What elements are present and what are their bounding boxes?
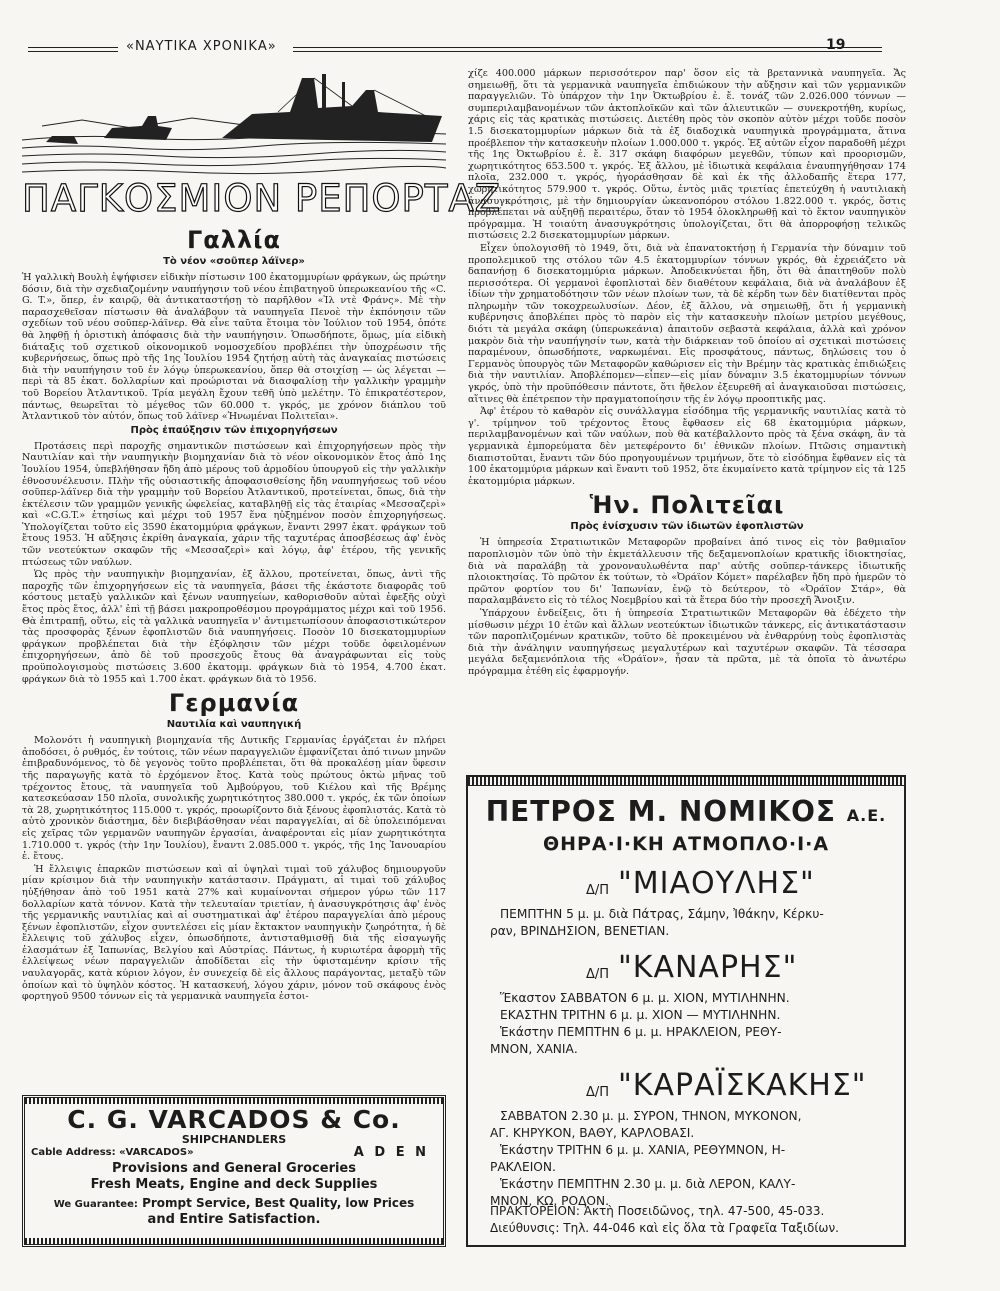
varcados-guarantee-label: We Guarantee: (53, 1199, 138, 1210)
varcados-supplies: Fresh Meats, Engine and deck Supplies (90, 1177, 378, 1192)
ship-schedule-line: Ἑκάστην ΠΕΜΠΤΗΝ 2.30 μ. μ. διὰ ΛΕΡΟΝ, ΚΑΛΥ- (500, 1177, 796, 1191)
agency-office: ΠΡΑΚΤΟΡΕΙΟΝ: Ἀκτὴ Ποσειδῶνος, τηλ. 47-500, 45-033. (490, 1204, 825, 1218)
ship-name: "ΜΙΑΟΥΛΗΣ" (618, 866, 815, 901)
head-rule-left (28, 47, 118, 52)
ship-name: "ΚΑΝΑΡΗΣ" (618, 950, 798, 985)
subheading-shipping: Ναυτιλία καὶ ναυπηγική (166, 719, 302, 731)
ship-header (490, 866, 890, 906)
germany-continued-paragraph: Εἶχεν ὑπολογισθῆ τὸ 1949, ὅτι, διὰ νὰ ἐπανατοκτήσῃ ἡ Γερμανία τὴν δύναμιν τοῦ προπολεμικοῦ της στόλου τῶν 4.5 ἑκατομμυρίων τόννων γκρός, θὰ ἐχρειάζετο νὰ δαπανήσῃ 6 δισεκατομμύρια μάρκων. Ἀποδεικνύεται ἤδη, ὅτι θὰ ἀπαιτηθοῦν πολὺ περισσότερα. Οἱ γερμανοὶ ἐφοπλισταὶ δὲν διαθέτουν κεφάλαια, διὰ νὰ ἀναλάβουν ἐξ ἰδίων τὴν χρηματοδότησιν τῶν νέων πλοίων των, τὰ δὲ κέρδη των δὲν διατίθενται πρὸς πληρωμὴν τῶν τοκοχρεωλυσίων. Δέον, ἐξ ἄλλου, νὰ σημειωθῇ, ὅτι ἡ γερμανικὴ κυβέρνησις ἀποβλέπει πρὸς τὸ παρὸν εἰς τὴν κατασκευὴν πλοίων μετρίου μεγέθους, διότι τὰ μεγάλα σκάφη (ὑπερωκεάνια) ἀπαιτοῦν σεβαστὰ κεφάλαια, ἀλλὰ καὶ χρόνον μακρὸν διὰ τὴν ναυπήγησίν των, κατὰ τὴν διάρκειαν τοῦ ὁποίου αἱ σχετικαὶ πιστώσεις παραμένουν, ὁπωσδήποτε, ναρκωμέναι. Εἰς προσφάτους, πάντως, δηλώσεις του ὁ Γερμανὸς ὑπουργὸς τῶν Μεταφορῶν καθώρισεν εἰς τὴν Βρέμην τὰς κρατικὰς ἐπιδιώξεις διὰ τὴν ναυτιλίαν. Ἀποβλέπομεν—εἶπεν—εἰς μίαν δύναμιν 3.5 ἑκατομμυρίων τόννων γκρός, ὑπὸ τὴν προϋπόθεσιν πάντοτε, ὅτι ἤθελον ἐξευρεθῆ αἱ ἀναγκαιοῦσαι πιστώσεις, αἵτινες θὰ ἐπέτρεπον τὴν πραγματοποίησιν τῆς ἐν λόγῳ προοπτικῆς μας. (468, 242, 906, 405)
ship-karaiskakis (468, 1068, 904, 1210)
nomikos-agency (490, 1203, 892, 1237)
ship-schedule-line: ΣΑΒΒΑΤΟΝ 2.30 μ. μ. ΣΥΡΟΝ, ΤΗΝΟΝ, ΜΥΚΟΝΟΝ, (500, 1109, 802, 1123)
ship-schedule-line: Ἑκάστην ΤΡΙΤΗΝ 6 μ. μ. ΧΑΝΙΑ, ΡΕΘΥΜΝΟΝ, Η- (500, 1143, 786, 1157)
ship-schedule-line: Ἑκάστην ΠΕΜΠΤΗΝ 6 μ. μ. ΗΡΑΚΛΕΙΟΝ, ΡΕΘΥ- (500, 1025, 782, 1039)
subheading-subsidies: Πρὸς ἐπαύξησιν τῶν ἐπιχορηγήσεων (130, 424, 338, 436)
germany-paragraph: Ἡ ἔλλειψις ἐπαρκῶν πιστώσεων καὶ αἱ ὑψηλαὶ τιμαὶ τοῦ χάλυβος δημιουργοῦν μίαν κρίσιμον διὰ τὴν ναυπηγικὴν κατάστασιν. Πράγματι, αἱ τιμαὶ τοῦ χάλυβος ηὐξήθησαν ἀπὸ τοῦ 1951 κατὰ 27% καὶ κυμαίνονται σήμερον γύρω τῶν 117 δολλαρίων κατὰ τόννον. Κατὰ τὴν τελευταίαν τριετίαν, ἡ ἀνασυγκρότησις ἀφ' ἑνὸς τῆς γερμανικῆς ναυτιλίας καὶ αἱ συστηματικαὶ ἀφ' ἑτέρου παραγγελίαι ἀπὸ μέρους ξένων ἐφοπλιστῶν, εἶχον συντελέσει εἰς μίαν ἔκτακτον ναυπηγικὴν ζωηρότητα, ἡ δὲ ἔλλειψις τοῦ χάλυβος εἶχεν, ὁπωσδήποτε, ἀντισταθμισθῇ διὰ τῆς εἰσαγωγῆς ἐλασμάτων ἐξ Ἰαπωνίας, Βελγίου καὶ Αὐστρίας. Πάντως, ἡ κυριωτέρα ἀφορμὴ τῆς ἐλλείψεως νέων παραγγελιῶν ἀποδίδεται εἰς τὴν ὑφισταμένην κρίσιν τῆς ναυλαγορᾶς, κατὰ κύριον λόγον, ἐν συνεχείᾳ δὲ εἰς ἄλλους παράγοντας, μεταξὺ τῶν ὁποίων καὶ τὸ ὑψηλὸν κόστος. Ἡ κατασκευή, λόγου χάριν, μόνον τοῦ σκάφους ἑνὸς φορτηγοῦ 9500 τόννων εἰς τὰ γερμανικὰ ναυπηγεῖα ἐστοι- (22, 863, 446, 1003)
nomikos-company (468, 796, 904, 832)
ship-schedule-line: ΜΝΟΝ, ΚΩ, ΡΟΔΟΝ. (490, 1194, 610, 1208)
varcados-provisions: Provisions and General Groceries (112, 1161, 356, 1176)
ship-schedule-line: ΜΝΟΝ, ΧΑΝΙΑ. (490, 1042, 578, 1056)
germany-paragraph: Μολονότι ἡ ναυπηγικὴ βιομηχανία τῆς Δυτικῆς Γερμανίας ἐργάζεται ἐν πλήρει ἀποδόσει, ὁ ρυθμός, ἐν τούτοις, τῶν νέων παραγγελιῶν ἐμφανίζεται ἀπό τινων μηνῶν ἐπιβραδυνόμενος, τὸ δὲ γεγονὸς τοῦτο προβλέπεται, ὅτι θὰ προκαλέσῃ μίαν ὕφεσιν τῆς παραγωγῆς κατὰ τὸ ἐρχόμενον ἔτος. Κατὰ τοὺς πρώτους ὀκτὼ μῆνας τοῦ τρέχοντος ἔτους, τὰ ναυπηγεῖα τοῦ Ἀμβούργου, τοῦ Κιέλου καὶ τῆς Βρέμης κατεσκεύασαν 150 πλοῖα, συνολικῆς χωρητικότητος 380.000 τ. γκρός, ἐκ τῶν ὁποίων τὰ 28, χωρητικότητος 115.000 τ. γκρός, προωρίζοντο διὰ ξένους ἐφοπλιστάς. Κατὰ τὸ αὐτὸ χρονικὸν διάστημα, δὲν διεβιβάσθησαν νέαι παραγγελίαι, αἱ δὲ ὑπολειπόμεναι εἰς χεῖρας τῶν γερμανῶν ναυπηγῶν ἐργασίαι, ἀναφέρονται εἰς μίαν χωρητικότητα 1.710.000 τ. γκρός (τὴν 1ην Ἰουλίου), ἔναντι 2.085.000 τ. γκρός, τῆς 1ης Ἰανουαρίου ἐ. ἔτους. (22, 735, 446, 863)
subheading-superliner: Τὸ νέον «σοῦπερ λάϊνερ» (163, 256, 305, 267)
heading-germany: Γερμανία (168, 689, 300, 718)
ship-schedule-line: ΠΕΜΠΤΗΝ 5 μ. μ. διὰ Πάτρας, Σάμην, Ἰθάκην, Κέρκυ- (500, 907, 824, 921)
germany-continued-paragraph: Ἀφ' ἑτέρου τὸ καθαρὸν εἰς συνάλλαγμα εἰσόδημα τῆς γερμανικῆς ναυτιλίας κατὰ τὸ γ'. τρίμηνον τοῦ τρέχοντος ἔτους ἔφθασεν εἰς 68 ἑκατομμύρια μάρκων, περιλαμβανομένων καὶ τῶν ναύλων, ποὺ θὰ κατέβαλλοντο πρὸς τὰ ξένα σκάφη, ἂν τὰ γερμανικὰ ἐμπορεύματα δὲν μετεφέροντο δι' ἐθνικῶν πλοίων. Πτῶσις σημαντικὴ διαπιστοῦται, ἔναντι τῶν δύο προηγουμένων τριμήνων, ὅτε τὸ εἰσόδημα ἔφθανεν εἰς τὰ 100 ἑκατομμύρια μάρκων καὶ ἔναντι τοῦ 1952, ὅτε ἐκυμαίνετο κατὰ τρίμηνον εἰς τὰ 125 ἑκατομμύρια μάρκων. (468, 406, 906, 487)
ship-schedule-line: ραν, ΒΡΙΝΔΗΣΙΟΝ, ΒΕΝΕΤΙΑΝ. (490, 924, 670, 938)
usa-paragraph: Ἡ ὑπηρεσία Στρατιωτικῶν Μεταφορῶν προβαίνει ἀπό τινος εἰς τὸν βαθμιαῖον παροπλισμὸν τῶν ὑπὸ τὴν ἐκμετάλλευσιν τῆς δεξαμενοπλοίων κρατικῆς ἰδιοκτησίας, διὰ νὰ παραλάβῃ τὰ χρονοναυλωθέντα παρ' αὐτῆς σοῦπερ-τάνκερς ἰδιωτικῆς πλοιοκτησίας. Τὸ πρῶτον ἐκ τούτων, τὸ «Ὀράϊον Κόμετ» παρέλαβεν ἤδη πρὸ ἡμερῶν τὸ πρῶτον φορτίον του δι' Ἰαπωνίαν, ἐνῷ τὸ δεύτερον, τὸ «Ὀράϊον Στάρ», θὰ παραλαμβάνετο εἰς τὸ τέλος Νοεμβρίου καὶ τὰ ἕτερα δύο τὴν προσεχῆ Ἄνοιξιν. (468, 537, 906, 607)
ship-prefix: Δ/Π (586, 967, 610, 982)
ad-border-hatch (25, 1098, 443, 1104)
subsidies-paragraph: Προτάσεις περὶ παροχῆς σημαντικῶν πιστώσεων καὶ ἐπιχορηγήσεων πρὸς τὴν Ναυτιλίαν καὶ τὴν ναυπηγικὴν βιομηχανίαν διὰ τὸ νέον οἰκονομικὸν ἔτος ἀπὸ 1ης Ἰουλίου 1954, ὑπεβλήθησαν ἤδη ἀπὸ μέρους τοῦ ἁρμοδίου ὑπουργοῦ εἰς τὴν γαλλικὴν ἐθνοσυνέλευσιν. Πλὴν τῆς οὐσιαστικῆς ἀποφασισθείσης ἤδη ναυπηγήσεως τοῦ νέου σοῦπερ-λάϊνερ διὰ τὴν γραμμὴν τοῦ Βορείου Ἀτλαντικοῦ, προτείνεται, ὅπως, διὰ τὴν ἐκτέλεσιν τῶν γραμμῶν γενικῆς ὠφελείας, καταβληθῇ εἰς τὰς ἑταιρίας «Μεσσαζερὶ» καὶ «C.G.T.» ἐτησίως καὶ μέχρι τοῦ 1957 ἕνα ηὐξημένον ποσὸν ἐπιχορηγήσεως. Ὑπολογίζεται τοῦτο εἰς 3590 ἑκατομμύρια φράγκων, ἔναντι 2997 ἑκατ. φράγκων τοῦ ἔτους 1953. Ἡ αὔξησις ἐκρίθη ἀναγκαία, χάριν τῆς ταχυτέρας ἀποσβέσεως ἀφ' ἑνὸς τῶν νεοτεύκτων σκαφῶν τῆς «Μεσσαζερὶ» καὶ λόγῳ, ἀφ' ἑτέρου, τῆς γενικῆς πτώσεως τῶν ναύλων. (22, 440, 446, 568)
varcados-city: A D E N (353, 1145, 429, 1160)
ship-header (490, 1068, 890, 1108)
nomikos-advertisement (466, 775, 906, 1247)
right-column (468, 68, 906, 679)
harbour-illustration (22, 68, 446, 176)
ad-border-hatch (468, 777, 904, 786)
ship-schedule-line: ΡΑΚΛΕΙΟΝ. (490, 1160, 556, 1174)
ship-kanaris (468, 950, 904, 1058)
varcados-cable-address: Cable Address: «VARCADOS» (31, 1147, 194, 1158)
agency-direction: Διεύθυνσις: Τηλ. 44-046 καὶ εἰς ὅλα τὰ Γραφεῖα Ταξιδίων. (490, 1221, 839, 1235)
ship-miaoulis (468, 866, 904, 940)
left-column (22, 68, 502, 1004)
varcados-advertisement (22, 1095, 446, 1247)
varcados-address-row (25, 1146, 443, 1161)
varcados-guarantee-2: and Entire Satisfaction. (147, 1212, 321, 1227)
ship-prefix: Δ/Π (586, 1085, 610, 1100)
varcados-company-name: C. G. VARCADOS & Co. (67, 1105, 401, 1134)
france-paragraph: Ἡ γαλλικὴ Βουλὴ ἐψήφισεν εἰδικὴν πίστωσιν 100 ἑκατομμυρίων φράγκων, ὡς πρώτην δόσιν, διὰ τὴν σχεδιαζομένην ναυπήγησιν τοῦ νέου ἐπιβατηγοῦ ὑπερωκεανίου τῆς «C. G. T.», ὅπερ, ἐν καιρῷ, θὰ ἀντικαταστήσῃ τὸ παρῆλθον «Ἰλ ντὲ Φράνς». Μὲ τὴν παρασχεθεῖσαν πίστωσιν θὰ ἀναλάβουν τὰ ναυπηγεῖα Πενοὲ τὴν ἐκπόνησιν τῶν σχεδίων τοῦ νέου σοῦπερ-λάϊνερ. Θὰ εἶνε ταῦτα ἕτοιμα τὸν Ἰούλιον τοῦ 1954, ὁπότε θὰ ληφθῇ ἡ ὁριστικὴ ἀπόφασις διὰ τὴν ναυπήγησιν. Ὁπωσδήποτε, ὅμως, μία εἰδικὴ διάταξις τοῦ σχετικοῦ οἰκονομικοῦ νομοσχεδίου προβλέπει τὴν ὑποχρέωσιν τῆς κυβερνήσεως, ὅπως πρὸ τῆς 1ης Ἰουλίου 1954 ζητήσῃ αὐτὴ τὰς ἀναγκαίας πιστώσεις διὰ τὴν ναυπήγησιν τοῦ ἐν λόγῳ ὑπερωκεανίου, ὅπερ θὰ στοιχίσῃ — ὡς λέγεται — περὶ τὰ 85 ἑκατ. δολλαρίων καὶ προώρισται νὰ διασφαλίσῃ τὴν γαλλικὴν γραμμὴν τοῦ Βορείου Ἀτλαντικοῦ. Τρία μεγάλη ἔχουν τεθῆ ὑπὸ μελέτην. Τὸ ἐπικρατέστερον, πάντως, θεωρεῖται τὸ μέγεθος τῶν 60.000 τ. γκρός, με χρόνον διάπλου τοῦ Ἀτλαντικοῦ τὸν αὐτόν, ὅπως τοῦ λάϊνερ «Ἡνωμέναι Πολιτεῖαι». (22, 272, 446, 423)
heading-usa: Ἡν. Πολιτεῖαι (589, 491, 785, 520)
publication-name: «ΝΑΥΤΙΚΑ ΧΡΟΝΙΚΑ» (126, 39, 277, 54)
ad-border-hatch (25, 1238, 443, 1244)
ship-prefix: Δ/Π (586, 883, 610, 898)
running-head (28, 38, 882, 58)
ship-schedule-line: ΑΓ. ΚΗΡΥΚΟΝ, ΒΑΘΥ, ΚΑΡΛΟΒΑΣΙ. (490, 1126, 695, 1140)
varcados-guarantee (25, 1196, 443, 1212)
ship-header (490, 950, 890, 990)
varcados-guarantee-text: Prompt Service, Best Quality, low Prices (142, 1196, 415, 1210)
section-banner: ΠΑΓΚΟΣΜΙΟΝ ΡΕΠΟΡΤΑΖ (22, 177, 502, 220)
germany-continued-paragraph: χίζε 400.000 μάρκων περισσότερον παρ' ὅσον εἰς τὰ βρεταννικὰ ναυπηγεῖα. Ἄς σημειωθῇ, ὅτι τὰ γερμανικὰ ναυπηγεῖα ἐπιδιώκουν τὴν αὔξησιν καὶ τῶν γερμανικῶν παραγγελιῶν. Τὸ ὑπάρχον τὴν 1ην Ὀκτωβρίου ἐ. ἔ. τονάζ τῶν 2.026.000 τόννων — συμπεριλαμβανομένων τῶν ἀκτοπλοϊκῶν καὶ τῶν ἁλιευτικῶν — συνεκροτήθη, κυρίως, χάρις εἰς τὰς κρατικὰς πιστώσεις. Διετέθη πρὸς τὸν σκοπὸν αὐτὸν μέχρι τοῦδε ποσὸν 1.5 δισεκατομμυρίων μάρκων διὰ τὰ ἐξ διαδοχικὰ ναυπηγικὰ προγράμματα, ἅτινα προέβλεπον τὴν κατασκευὴν πλοίων 1.000.000 τ. γκρός. Ἐξ αὐτῶν εἶχον παραδοθῆ μέχρι τῆς 1ης Ὀκτωβρίου ἐ. ἔ. 317 σκάφη διαφόρων μεγεθῶν, τύπων καὶ προορισμῶν, χωρητικότητος 653.500 τ. γκρός. Ἐξ ἄλλου, μὲ ἰδιωτικὰ κεφάλαια ἐναυπηγήθησαν 174 πλοῖα, 232.000 τ. γκρός, ἠγοράσθησαν δὲ καὶ ἐκ τῆς ἀλλοδαπῆς ἕτερα 177, χωρητικότητος 579.900 τ. γκρός. Οὕτω, ἐντὸς μιᾶς τριετίας ἐπετεύχθη ἡ ναυτιλιακὴ ἀνασυγκρότησις, μὲ τὴν δημιουργίαν ὠκεανοπόρου στόλου 1.822.000 τ. γκρός, ὅστις προβλέπεται νὰ αὐξηθῇ περαιτέρω, ὅταν τὸ 1954 ὁλοκληρωθῇ καὶ τὸ ἕκτον ναυπηγικὸν πρόγραμμα. Ἡ τοιαύτη ἀνασυγκρότησις ὑπολογίζεται, ὅτι θὰ ἀπορροφήσῃ τελικῶς πιστώσεις 2.2 δισεκατομμυρίων μάρκων. (468, 68, 906, 242)
nomikos-service-name: ΘΗΡΑ·Ι·ΚΗ ΑΤΜΟΠΛΟ·Ι·Α (542, 833, 830, 855)
ship-name: "ΚΑΡΑΪΣΚΑΚΗΣ" (618, 1068, 867, 1103)
subheading-private-owners: Πρὸς ἐνίσχυσιν τῶν ἰδιωτῶν ἐφοπλιστῶν (570, 521, 804, 533)
nomikos-company-name: ΠΕΤΡΟΣ Μ. ΝΟΜΙΚΟΣ (485, 795, 837, 828)
heading-france: Γαλλία (187, 226, 281, 254)
page-number: 19 (826, 37, 846, 53)
subsidies-paragraph: Ὡς πρὸς τὴν ναυπηγικὴν βιομηχανίαν, ἐξ ἄλλου, προτείνεται, ὅπως, ἀντὶ τῆς παροχῆς τῶν ἐπιχορηγήσεων εἰς τὰ ναυπηγεῖα, βάσει τῆς ἑκάστοτε διαφορᾶς τοῦ κόστους μεταξὺ γαλλικῶν καὶ ξένων ναυπηγείων, καθορισθοῦν αὐταὶ ἐφεξῆς οὐχὶ ἔτος πρὸς ἔτος, ἀλλ' ἐπὶ τῇ βάσει μακροπροθέσμου προγράμματος μέχρι καὶ τοῦ 1956. Θὰ ἐπιτραπῇ, οὕτω, εἰς τὰ γαλλικὰ ναυπηγεῖα ν' ἀντιμετωπίσουν ἀποφασιστικώτερον τὰς προσφορὰς ξένων ἐφοπλιστῶν διὰ ναυπηγήσεις. Ποσὸν 10 δισεκατομμυρίων φράγκων προβλέπεται διὰ τὴν ἐξόφλησιν τῶν μέχρι τοῦδε ὀφειλομένων ἐπιχορηγήσεων, ἀπὸ δὲ τοῦ προσεχοῦς ἔτους θὰ ἀναγράφωνται εἰς τοὺς προϋπολογισμοὺς πιστώσεις 3.600 ἑκατομμ. φράγκων διὰ τὸ 1954, 4.700 ἑκατ. φράγκων διὰ τὸ 1955 καὶ 1.700 ἑκατ. φράγκων διὰ τὸ 1956. (22, 569, 446, 685)
usa-paragraph: Ὑπάρχουν ἐνδείξεις, ὅτι ἡ ὑπηρεσία Στρατιωτικῶν Μεταφορῶν θὰ ἐδέχετο τὴν μίσθωσιν μέχρι 10 ἐτῶν καὶ ἄλλων νεοτεύκτων ἰδιωτικῶν τάνκερς, εἰς ἀντικατάστασιν τῶν παροπλιζομένων κρατικῶν, τοῦτο δὲ προκειμένου νὰ ἐνθαρρύνῃ τοὺς ἐφοπλιστὰς διὰ τὴν ἀνάληψιν ναυπηγήσεως μεγαλυτέρων καὶ ταχυτέρων σκαφῶν. Τὰ τέσσαρα μεγάλα δεξαμενόπλοια τῆς «Ὀράϊον», ἦσαν τὰ πρῶτα, μὲ τὰ ὁποῖα τὸ ἀνωτέρω πρόγραμμα ἐτέθη εἰς ἐφαρμογήν. (468, 607, 906, 677)
varcados-trade: SHIPCHANDLERS (181, 1133, 287, 1146)
head-rule-right (293, 47, 882, 52)
ship-schedule-line: ΕΚΑΣΤΗΝ ΤΡΙΤΗΝ 6 μ. μ. ΧΙΟΝ — ΜΥΤΙΛΗΝΗΝ. (500, 1008, 781, 1022)
nomikos-company-suffix: Α.Ε. (846, 806, 887, 825)
ship-schedule-line: Ἕκαστον ΣΑΒΒΑΤΟΝ 6 μ. μ. ΧΙΟΝ, ΜΥΤΙΛΗΝΗΝ. (500, 991, 790, 1005)
